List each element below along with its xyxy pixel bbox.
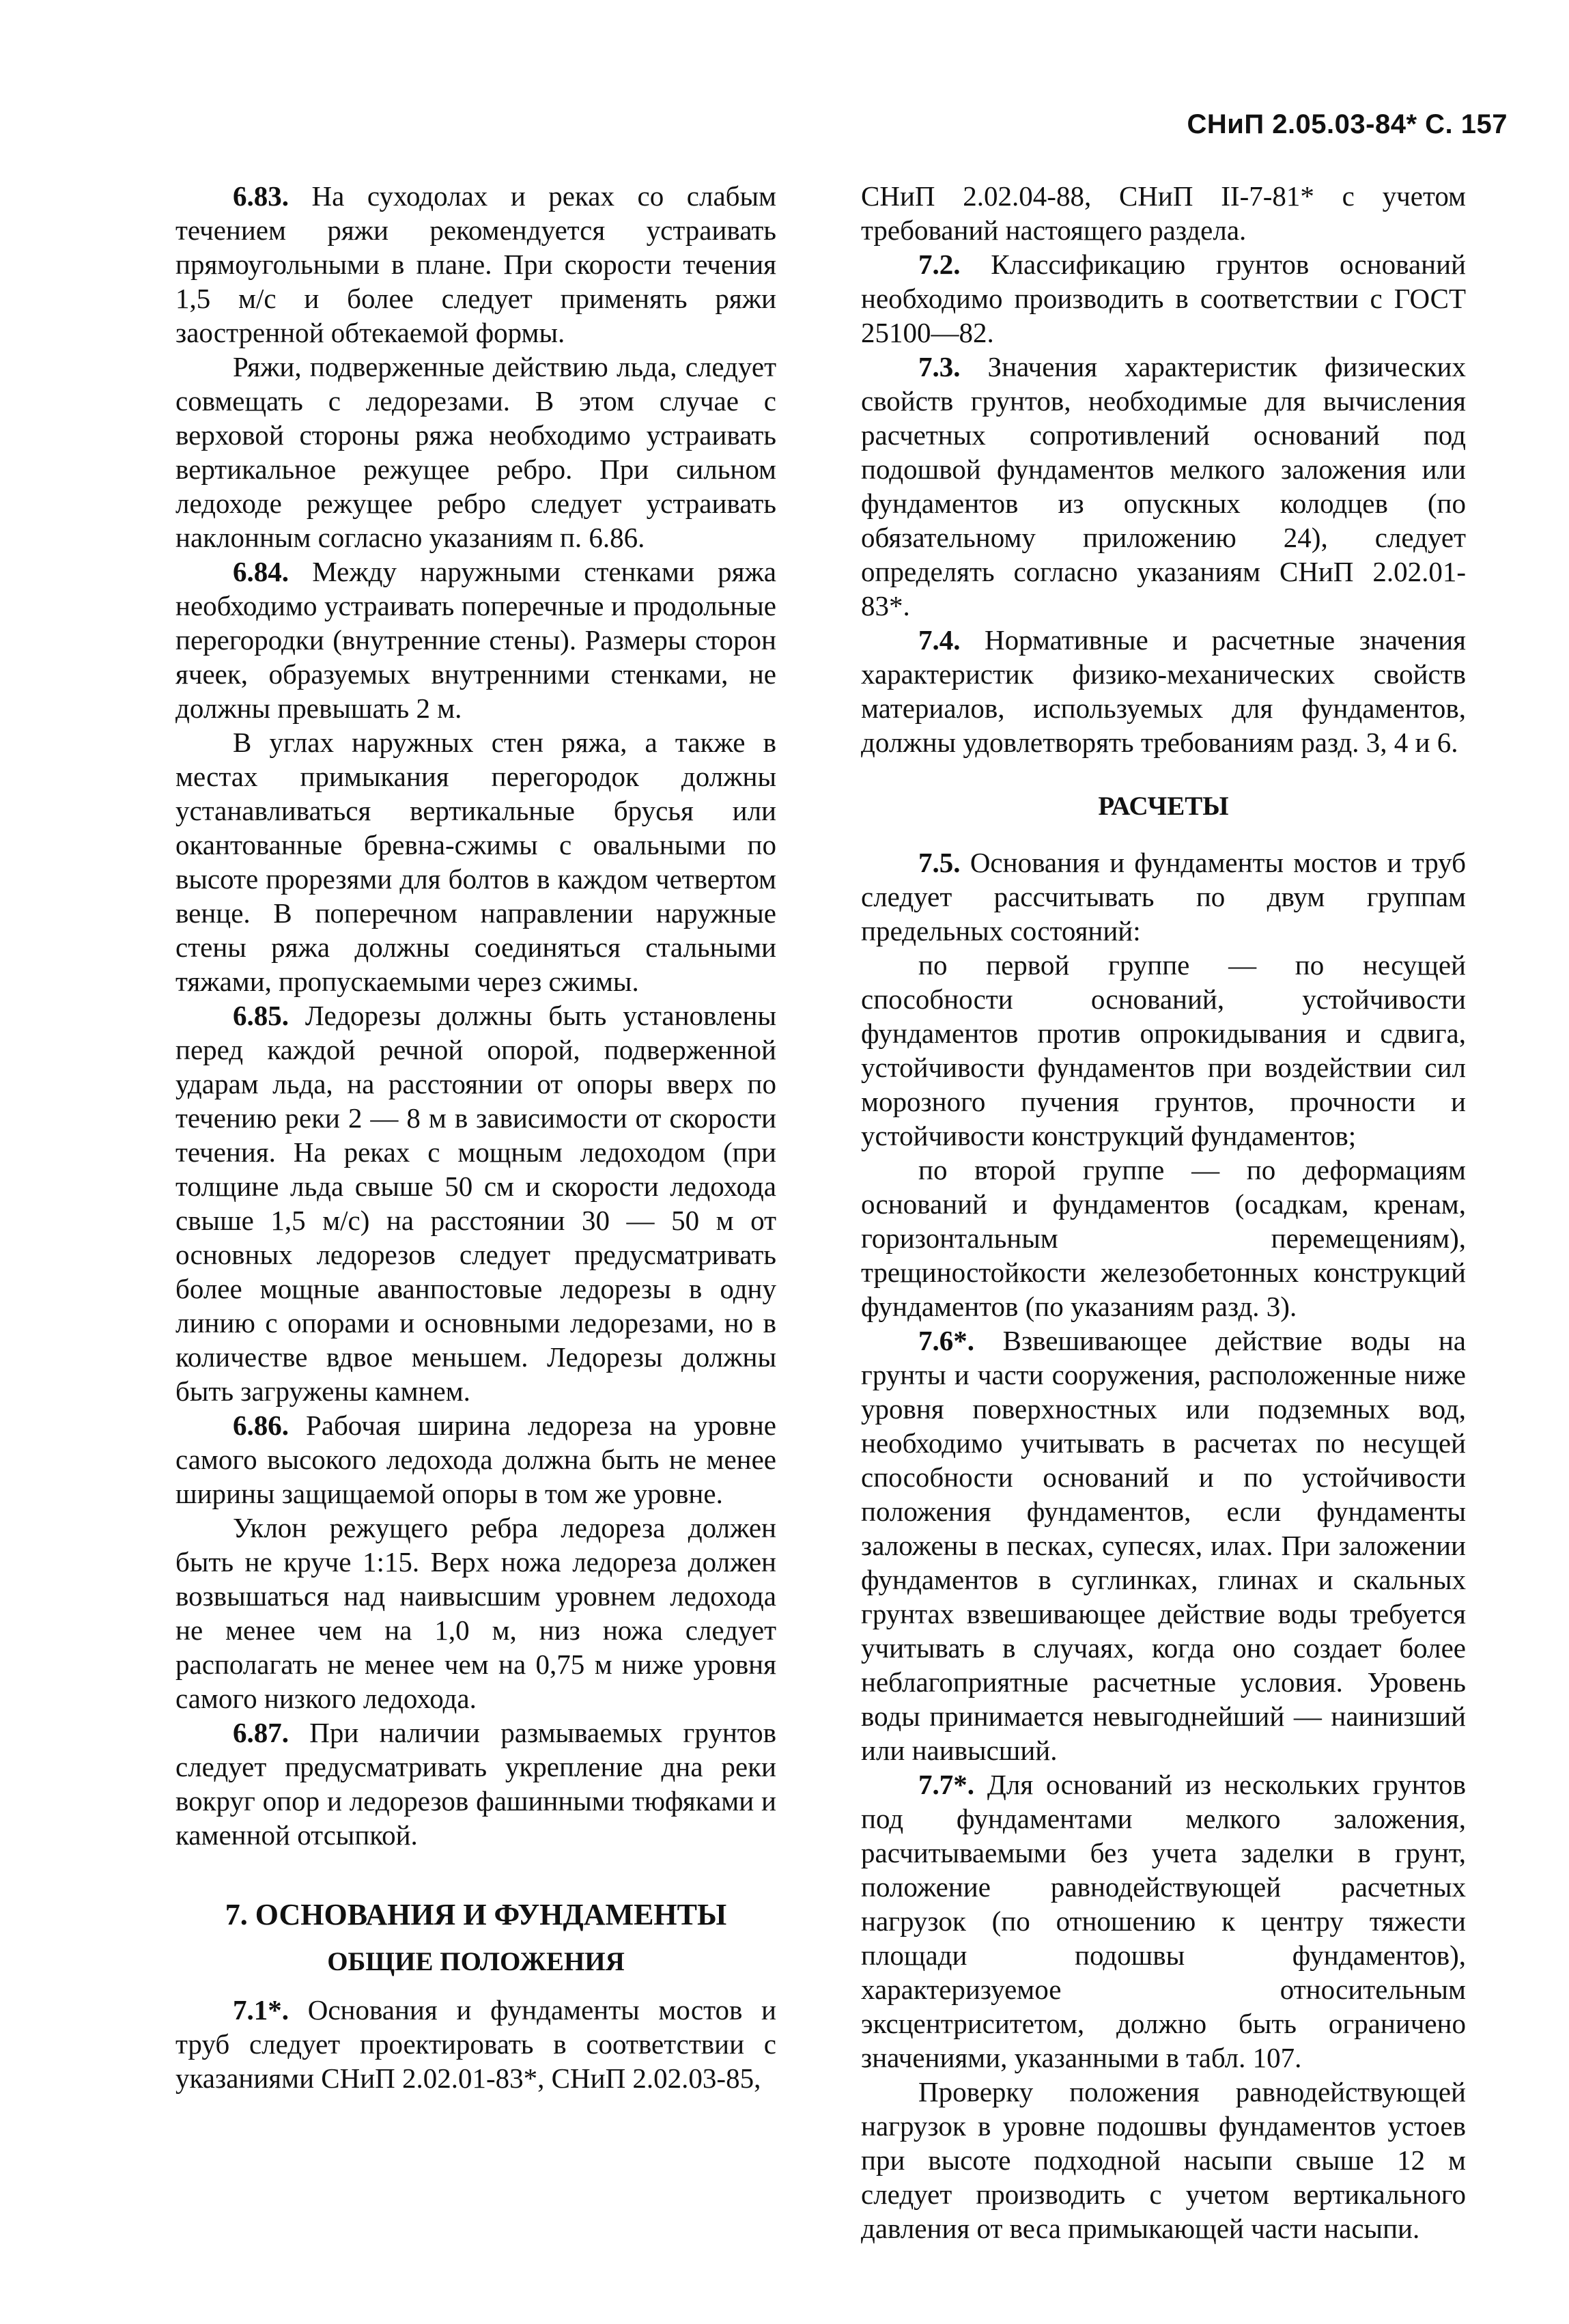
clause-number: 7.4. bbox=[918, 624, 961, 656]
section-title: 7. ОСНОВАНИЯ И ФУНДАМЕНТЫ bbox=[225, 1898, 727, 1931]
paragraph-7-1 bbox=[175, 1993, 776, 2095]
clause-text: Основания и фундаменты мостов и труб следует проектировать в соответствии с указаниями СНиП 2.02.01-83*, СНиП 2.02.03-85, bbox=[175, 1994, 776, 2094]
clause-text: Для оснований из нескольких грунтов под фундаментами мелкого заложения, расчитываемыми без учета заделки в грунт, положение равнодействующей расчетных нагрузок (по отношению к центру тяжести площади подошвы фундаментов), характеризуемое относительным эксцентриситетом, должно быть ограничено значениями, указанными в табл. 107. bbox=[861, 1769, 1466, 2073]
subsection-title: ОБЩИЕ ПОЛОЖЕНИЯ bbox=[327, 1947, 625, 1976]
paragraph-7-5-group2: по второй группе — по деформациям оснований и фундаментов (осадкам, кренам, горизонтальным перемещениям), трещиностойкости железобетонных конструкций фундаментов (по указаниям разд. 3). bbox=[861, 1154, 1466, 1322]
paragraph-6-84-cont: В углах наружных стен ряжа, а также в местах примыкания перегородок должны устанавливаться вертикальные брусья или окантованные бревна-сжимы с овальными по высоте прорезями для болтов в каждом четвертом венце. В поперечном направлении наружные стены ряжа должны соединяться стальными тяжами, пропускаемыми через сжимы. bbox=[175, 727, 776, 997]
clause-text: При наличии размываемых грунтов следует предусматривать укрепление дна реки вокруг опор и ледорезов фашинными тюфяками и каменной отсыпкой. bbox=[175, 1717, 776, 1851]
right-column bbox=[861, 179, 1466, 2245]
subsection-title: РАСЧЕТЫ bbox=[1098, 792, 1229, 821]
paragraph-7-2 bbox=[861, 247, 1466, 350]
clause-number: 7.2. bbox=[918, 249, 961, 280]
paragraph-7-1-cont: СНиП 2.02.04-88, СНиП II-7-81* с учетом требований настоящего раздела. bbox=[861, 180, 1466, 246]
paragraph-7-5-group1: по первой группе — по несущей способности оснований, устойчивости фундаментов против опрокидывания и сдвига, устойчивости фундаментов при воздействии сил морозного пучения грунтов, прочности и устойчивости конструкций фундаментов; bbox=[861, 949, 1466, 1151]
paragraph-6-84 bbox=[175, 555, 776, 725]
clause-text: Ледорезы должны быть установлены перед каждой речной опорой, подверженной ударам льда, на расстоянии от опоры вверх по течению реки 2 — 8 м в зависимости от скорости течения. На реках с мощным ледоходом (при толщине льда свыше 50 см и скорости ледохода свыше 1,5 м/с) на расстоянии 30 — 50 м от основных ледорезов следует предусматривать более мощные аванпостовые ледорезы в одну линию с опорами и основными ледорезами, но в количестве вдвое меньшем. Ледорезы должны быть загружены камнем. bbox=[175, 1000, 776, 1407]
clause-number: 7.7*. bbox=[918, 1769, 974, 1800]
clause-number: 7.5. bbox=[918, 847, 961, 878]
paragraph-6-87 bbox=[175, 1716, 776, 1852]
clause-number: 7.6*. bbox=[918, 1325, 974, 1356]
clause-number: 6.84. bbox=[233, 556, 289, 587]
clause-number: 7.1*. bbox=[233, 1994, 289, 2026]
paragraph-7-4 bbox=[861, 623, 1466, 759]
clause-number: 7.3. bbox=[918, 351, 961, 382]
clause-text: Взвешивающее действие воды на грунты и части сооружения, расположенные ниже уровня поверхностных или подземных вод, необходимо учитывать в расчетах по несущей способности оснований и по устойчивости положения фундаментов, если фундаменты заложены в песках, супесях, илах. При заложении фундаментов в суглинках, глинах и скальных грунтах взвешивающее действие воды требуется учитывать в случаях, когда оно создает более неблагоприятные расчетные условия. Уровень воды принимается невыгоднейший — наинизший или наивысший. bbox=[861, 1325, 1466, 1766]
page-header: СНиП 2.05.03-84* С. 157 bbox=[1187, 109, 1508, 139]
paragraph-6-83-cont: Ряжи, подверженные действию льда, следует совмещать с ледорезами. В этом случае с верховой стороны ряжа необходимо устраивать вертикальное режущее ребро. При сильном ледоходе режущее ребро следует устраивать наклонным согласно указаниям п. 6.86. bbox=[175, 351, 776, 553]
paragraph-7-3 bbox=[861, 350, 1466, 623]
clause-text: Основания и фундаменты мостов и труб следует рассчитывать по двум группам предельных состояний: bbox=[861, 847, 1466, 947]
clause-text: Классификацию грунтов оснований необходимо производить в соответствии с ГОСТ 25100—82. bbox=[861, 249, 1466, 348]
paragraph-7-6 bbox=[861, 1324, 1466, 1767]
clause-number: 6.85. bbox=[233, 1000, 289, 1031]
paragraph-6-86 bbox=[175, 1408, 776, 1511]
clause-number: 6.83. bbox=[233, 180, 289, 212]
paragraph-7-5 bbox=[861, 845, 1466, 948]
clause-number: 6.86. bbox=[233, 1410, 289, 1441]
clause-text: Нормативные и расчетные значения характеристик физико-механических свойств материалов, используемых для фундаментов, должны удовлетворять требованиям разд. 3, 4 и 6. bbox=[861, 624, 1466, 758]
paragraph-6-85 bbox=[175, 998, 776, 1408]
paragraph-7-7-cont: Проверку положения равнодействующей нагрузок в уровне подошвы фундаментов устоев при высоте подходной насыпи свыше 12 м следует производить с учетом вертикального давления от веса примыкающей части насыпи. bbox=[861, 2076, 1466, 2244]
clause-text: На суходолах и реках со слабым течением ряжи рекомендуется устраивать прямоугольными в плане. При скорости течения 1,5 м/с и более следует применять ряжи заостренной обтекаемой формы. bbox=[175, 180, 776, 348]
paragraph-6-83 bbox=[175, 179, 776, 350]
clause-text: Значения характеристик физических свойств грунтов, необходимые для вычисления расчетных сопротивлений оснований под подошвой фундаментов мелкого заложения или фундаментов из опускных колодцев (по обязательному приложению 24), следует определять согласно указаниям СНиП 2.02.01-83*. bbox=[861, 351, 1466, 621]
clause-text: Рабочая ширина ледореза на уровне самого высокого ледохода должна быть не менее ширины защищаемой опоры в том же уровне. bbox=[175, 1410, 776, 1509]
clause-number: 6.87. bbox=[233, 1717, 289, 1748]
paragraph-7-7 bbox=[861, 1767, 1466, 2075]
left-column bbox=[175, 179, 776, 2095]
paragraph-6-86-cont: Уклон режущего ребра ледореза должен быть не круче 1:15. Верх ножа ледореза должен возвышаться над наивысшим уровнем ледохода не менее чем на 1,0 м, низ ножа следует располагать не менее чем на 0,75 м ниже уровня самого низкого ледохода. bbox=[175, 1512, 776, 1714]
clause-text: Между наружными стенками ряжа необходимо устраивать поперечные и продольные перегородки (внутренние стены). Размеры сторон ячеек, образуемых внутренними стенками, не должны превышать 2 м. bbox=[175, 556, 776, 724]
